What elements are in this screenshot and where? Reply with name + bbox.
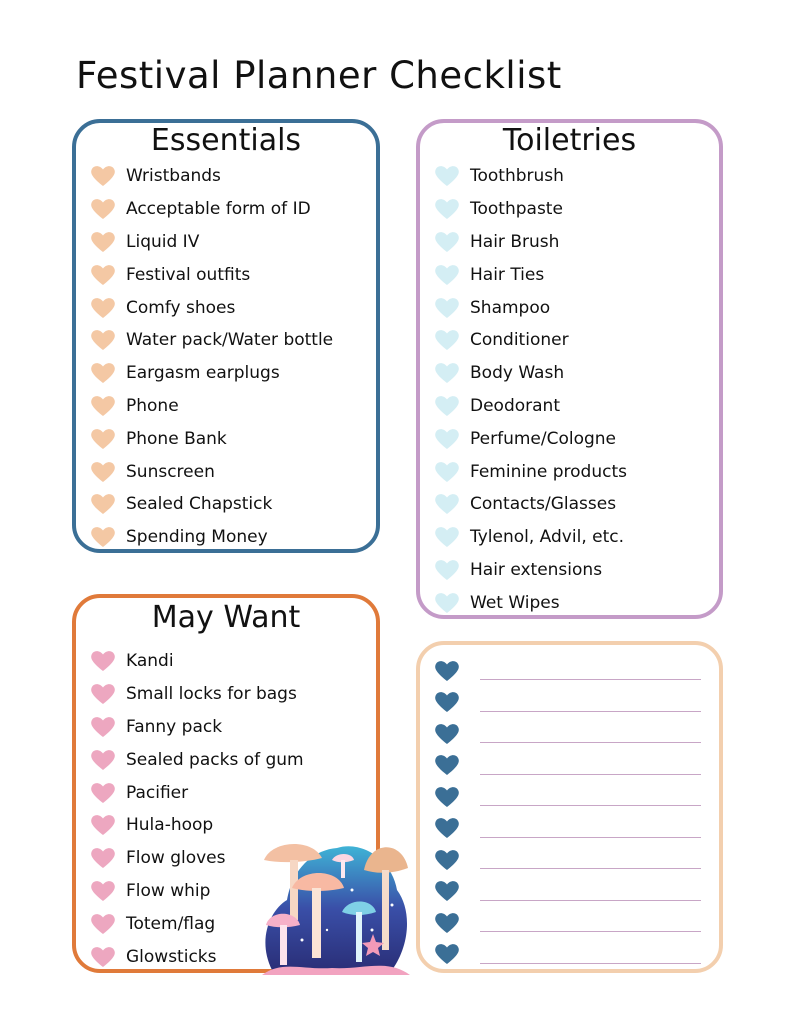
heart-checkbox-icon[interactable] <box>90 879 116 903</box>
blank-write-line[interactable] <box>480 868 701 869</box>
page-title: Festival Planner Checklist <box>76 54 562 97</box>
heart-checkbox-icon[interactable] <box>434 427 460 451</box>
checklist-item-label: Perfume/Cologne <box>470 428 617 449</box>
blank-write-line[interactable] <box>480 711 701 712</box>
checklist-item <box>90 455 333 488</box>
checklist-item-label: Spending Money <box>126 527 268 548</box>
checklist-item-label: Glowsticks <box>126 946 217 967</box>
checklist-item <box>90 678 304 711</box>
heart-checkbox-icon[interactable] <box>90 361 116 385</box>
heart-checkbox-icon[interactable] <box>434 753 460 777</box>
checklist-item <box>90 291 333 324</box>
checklist-item-label: Sealed Chapstick <box>126 494 273 515</box>
checklist-item-label: Fanny pack <box>126 716 223 737</box>
checklist-item-label: Pacifier <box>126 782 189 803</box>
checklist-item <box>434 521 627 554</box>
notes-line-row <box>434 687 701 719</box>
checklist-item <box>90 226 333 259</box>
checklist-item-label: Acceptable form of ID <box>126 199 311 220</box>
heart-checkbox-icon[interactable] <box>90 328 116 352</box>
heart-checkbox-icon[interactable] <box>90 492 116 516</box>
heart-checkbox-icon[interactable] <box>90 813 116 837</box>
checklist-item <box>434 422 627 455</box>
heart-checkbox-icon[interactable] <box>90 682 116 706</box>
notes-line-row <box>434 939 701 971</box>
toiletries-title: Toiletries <box>502 123 637 158</box>
heart-checkbox-icon[interactable] <box>434 394 460 418</box>
notes-line-row <box>434 876 701 908</box>
heart-checkbox-icon[interactable] <box>434 525 460 549</box>
heart-checkbox-icon[interactable] <box>434 197 460 221</box>
heart-checkbox-icon[interactable] <box>90 427 116 451</box>
checklist-item <box>434 390 627 423</box>
heart-checkbox-icon[interactable] <box>434 722 460 746</box>
notes-line-row <box>434 907 701 939</box>
heart-checkbox-icon[interactable] <box>434 785 460 809</box>
checklist-item <box>434 160 627 193</box>
blank-write-line[interactable] <box>480 805 701 806</box>
checklist-item-label: Tylenol, Advil, etc. <box>470 527 624 548</box>
checklist-item-label: Phone <box>126 395 179 416</box>
checklist-item <box>434 324 627 357</box>
heart-checkbox-icon[interactable] <box>434 690 460 714</box>
heart-checkbox-icon[interactable] <box>90 715 116 739</box>
checklist-item <box>90 258 333 291</box>
checklist-item-label: Phone Bank <box>126 428 227 449</box>
essentials-section <box>72 119 380 553</box>
checklist-item-label: Hair Ties <box>470 264 545 285</box>
heart-checkbox-icon[interactable] <box>434 591 460 615</box>
heart-checkbox-icon[interactable] <box>90 296 116 320</box>
checklist-item <box>90 645 304 678</box>
may-want-title: May Want <box>151 600 301 635</box>
heart-checkbox-icon[interactable] <box>434 558 460 582</box>
notes-section <box>416 641 723 973</box>
heart-checkbox-icon[interactable] <box>90 394 116 418</box>
notes-line-row <box>434 718 701 750</box>
heart-checkbox-icon[interactable] <box>90 649 116 673</box>
checklist-item-label: Wet Wipes <box>470 592 560 613</box>
heart-checkbox-icon[interactable] <box>90 945 116 969</box>
checklist-item-label: Flow gloves <box>126 848 226 869</box>
blank-write-line[interactable] <box>480 774 701 775</box>
checklist-item-label: Toothbrush <box>470 166 564 187</box>
heart-checkbox-icon[interactable] <box>434 361 460 385</box>
checklist-item-label: Kandi <box>126 651 174 672</box>
checklist-item <box>434 586 627 619</box>
checklist-item-label: Flow whip <box>126 880 211 901</box>
checklist-item-label: Conditioner <box>470 330 569 351</box>
heart-checkbox-icon[interactable] <box>434 816 460 840</box>
notes-line-row <box>434 750 701 782</box>
checklist-item-label: Liquid IV <box>126 231 200 252</box>
heart-checkbox-icon[interactable] <box>90 748 116 772</box>
checklist-item <box>90 422 333 455</box>
checklist-item-label: Sealed packs of gum <box>126 749 304 770</box>
checklist-item <box>90 743 304 776</box>
checklist-item <box>90 357 333 390</box>
heart-checkbox-icon[interactable] <box>90 525 116 549</box>
checklist-item <box>90 390 333 423</box>
heart-checkbox-icon[interactable] <box>434 328 460 352</box>
checklist-item <box>90 521 333 554</box>
heart-checkbox-icon[interactable] <box>434 848 460 872</box>
essentials-list <box>90 160 333 554</box>
checklist-item-label: Feminine products <box>470 461 627 482</box>
blank-write-line[interactable] <box>480 679 701 680</box>
toiletries-section <box>416 119 723 619</box>
checklist-item <box>434 357 627 390</box>
heart-checkbox-icon[interactable] <box>90 460 116 484</box>
checklist-item-label: Small locks for bags <box>126 684 297 705</box>
notes-line-row <box>434 781 701 813</box>
checklist-item-label: Contacts/Glasses <box>470 494 617 515</box>
blank-write-line[interactable] <box>480 900 701 901</box>
checklist-item-label: Sunscreen <box>126 461 215 482</box>
blank-write-line[interactable] <box>480 742 701 743</box>
heart-checkbox-icon[interactable] <box>90 846 116 870</box>
checklist-item <box>90 488 333 521</box>
checklist-item-label: Eargasm earplugs <box>126 363 280 384</box>
heart-checkbox-icon[interactable] <box>434 296 460 320</box>
blank-write-line[interactable] <box>480 931 701 932</box>
heart-checkbox-icon[interactable] <box>434 492 460 516</box>
checklist-item <box>434 291 627 324</box>
checklist-item <box>434 258 627 291</box>
checklist-item-label: Wristbands <box>126 166 221 187</box>
checklist-item-label: Toothpaste <box>470 199 563 220</box>
checklist-item <box>434 488 627 521</box>
checklist-item <box>434 455 627 488</box>
heart-checkbox-icon[interactable] <box>434 263 460 287</box>
heart-checkbox-icon[interactable] <box>90 230 116 254</box>
checklist-item-label: Body Wash <box>470 363 565 384</box>
heart-checkbox-icon[interactable] <box>434 460 460 484</box>
checklist-item-label: Festival outfits <box>126 264 251 285</box>
heart-checkbox-icon[interactable] <box>434 230 460 254</box>
notes-lines <box>434 655 701 970</box>
checklist-item-label: Water pack/Water bottle <box>126 330 334 351</box>
heart-checkbox-icon[interactable] <box>90 197 116 221</box>
heart-checkbox-icon[interactable] <box>90 912 116 936</box>
heart-checkbox-icon[interactable] <box>90 263 116 287</box>
checklist-item <box>434 193 627 226</box>
checklist-item <box>90 711 304 744</box>
notes-line-row <box>434 813 701 845</box>
checklist-item-label: Shampoo <box>470 297 551 318</box>
checklist-item <box>434 226 627 259</box>
heart-checkbox-icon[interactable] <box>434 164 460 188</box>
checklist-item <box>90 193 333 226</box>
checklist-item-label: Comfy shoes <box>126 297 236 318</box>
notes-line-row <box>434 844 701 876</box>
checklist-item <box>90 776 304 809</box>
checklist-item-label: Deodorant <box>470 395 560 416</box>
notes-line-row <box>434 655 701 687</box>
heart-checkbox-icon[interactable] <box>90 781 116 805</box>
checklist-item-label: Hair extensions <box>470 559 603 580</box>
heart-checkbox-icon[interactable] <box>434 911 460 935</box>
checklist-item-label: Hula-hoop <box>126 815 214 836</box>
heart-checkbox-icon[interactable] <box>434 942 460 966</box>
blank-write-line[interactable] <box>480 963 701 964</box>
checklist-item <box>90 324 333 357</box>
checklist-item <box>434 554 627 587</box>
checklist-item <box>90 160 333 193</box>
checklist-item-label: Hair Brush <box>470 231 560 252</box>
heart-checkbox-icon[interactable] <box>90 164 116 188</box>
mushroom-illustration-icon <box>252 830 414 980</box>
toiletries-list <box>434 160 627 619</box>
blank-write-line[interactable] <box>480 837 701 838</box>
heart-checkbox-icon[interactable] <box>434 659 460 683</box>
heart-checkbox-icon[interactable] <box>434 879 460 903</box>
essentials-title: Essentials <box>150 123 302 158</box>
checklist-item-label: Totem/flag <box>126 913 216 934</box>
